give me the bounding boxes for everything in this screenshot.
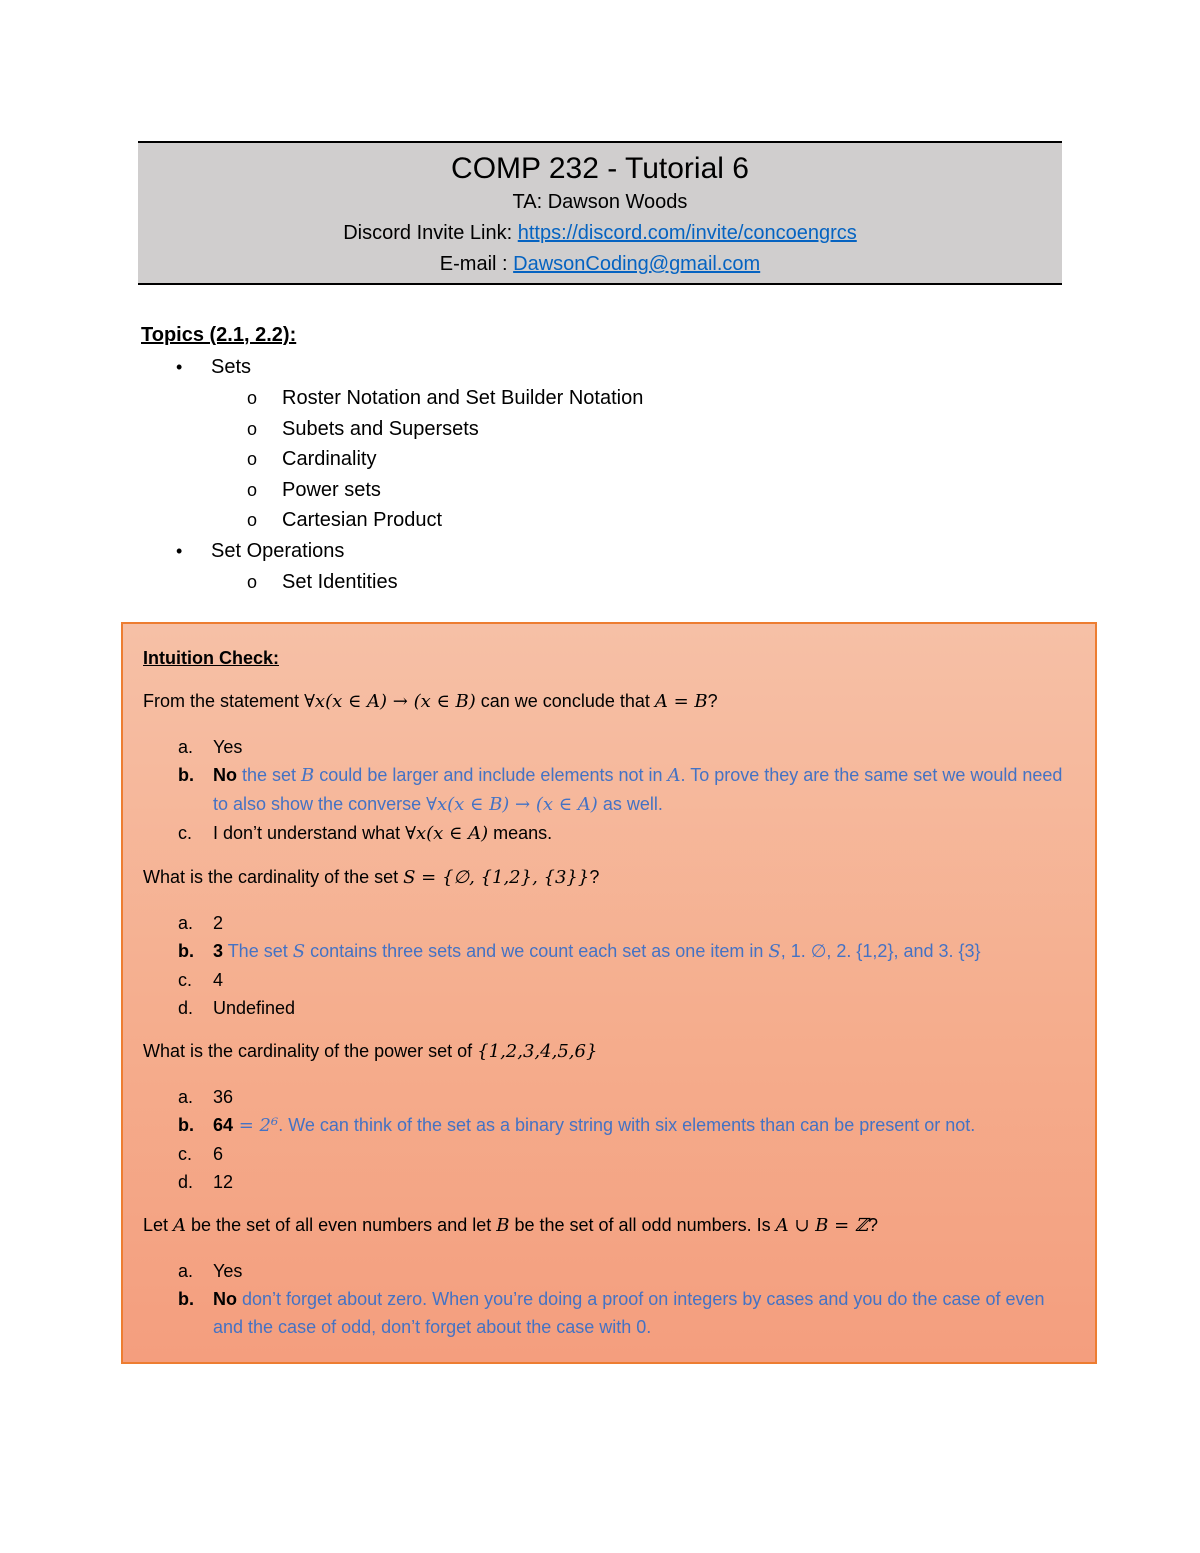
- question-4: Let A be the set of all even numbers and let B be the set of all odd numbers. Is A ∪ B = ℤ?: [143, 1215, 879, 1236]
- option: c. 6: [178, 1144, 224, 1164]
- question-1-options: [143, 733, 1075, 848]
- subtopic-item: [141, 505, 1041, 536]
- ta-line: TA: Dawson Woods: [512, 191, 688, 213]
- option: a. 36: [178, 1087, 234, 1107]
- email-link[interactable]: DawsonCoding@gmail.com: [513, 253, 761, 275]
- bullet-icon: •: [176, 540, 183, 561]
- bullet-icon: •: [176, 357, 183, 377]
- option: a. Yes: [178, 1261, 243, 1281]
- subtopic-label: Roster Notation and Set Builder Notation: [282, 387, 644, 409]
- explanation: The set S contains three sets and we count each set as one item in S, 1. ∅, 2. {1,2}, and 3. {3}: [223, 941, 981, 962]
- subtopic-label: Cardinality: [282, 448, 377, 470]
- option: d. 12: [178, 1172, 234, 1192]
- topics-heading: Topics (2.1, 2.2):: [141, 324, 297, 346]
- subtopic-label: Subets and Supersets: [282, 417, 479, 440]
- answer-option: b. No the set B could be larger and include elements not in A. To prove they are the same set we would need to also show the converse ∀x(x ∈ B) → (x ∈ A) as well.: [178, 765, 1063, 815]
- explanation: the set B could be larger and include elements not in A. To prove they are the same set we would need to also show the converse ∀x(x ∈ B) → (x ∈ A) as well.: [213, 765, 1063, 815]
- question-1: From the statement ∀x(x ∈ A) → (x ∈ B) can we conclude that A = B?: [143, 691, 718, 712]
- circle-bullet-icon: o: [247, 571, 258, 592]
- email-label: E-mail :: [439, 253, 514, 275]
- intuition-heading: Intuition Check:: [143, 648, 279, 668]
- question-2-options: [143, 909, 1075, 1022]
- subtopic-label: Power sets: [282, 478, 381, 501]
- explanation: = 2⁶. We can think of the set as a binary string with six elements than can be present or not.: [233, 1115, 976, 1136]
- subtopic-item: [141, 444, 1041, 475]
- question-3-options: [143, 1083, 1075, 1196]
- option: d. Undefined: [178, 998, 296, 1018]
- math: {1,2,3,4,5,6}: [477, 1041, 598, 1062]
- answer-option: b. No don’t forget about zero. When you’re doing a proof on integers by cases and you do the case of even and the case of odd, don’t forget about the case with 0.: [178, 1289, 1045, 1337]
- explanation: don’t forget about zero. When you’re doing a proof on integers by cases and you do the case of even and the case of odd, don’t forget about the case with 0.: [213, 1289, 1045, 1337]
- topic-item: [141, 352, 1041, 383]
- math: A ∪ B = ℤ: [775, 1215, 869, 1236]
- topic-label: Set Operations: [211, 539, 345, 562]
- intuition-check-box: [121, 622, 1097, 1364]
- math: ∀x(x ∈ A) → (x ∈ B): [304, 691, 476, 712]
- page-title: COMP 232 - Tutorial 6: [451, 152, 749, 185]
- discord-label: Discord Invite Link:: [343, 222, 518, 244]
- answer-option: b. 3 The set S contains three sets and we count each set as one item in S, 1. ∅, 2. {1,2}, and 3. {3}: [178, 941, 981, 962]
- answer-option: b. 64 = 2⁶. We can think of the set as a binary string with six elements than can be present or not.: [178, 1115, 976, 1136]
- subtopic-item: [141, 475, 1041, 506]
- circle-bullet-icon: o: [247, 479, 258, 500]
- question-2: What is the cardinality of the set S = {∅, {1,2}, {3}}?: [143, 867, 600, 888]
- option: c. I don’t understand what ∀x(x ∈ A) means.: [178, 823, 553, 844]
- topics-list: [141, 352, 1041, 597]
- option: a. 2: [178, 913, 224, 933]
- question-4-options: [143, 1257, 1075, 1341]
- subtopic-label: Set Identities: [282, 570, 398, 593]
- subtopic-item: [141, 567, 1041, 598]
- math: A = B: [654, 691, 708, 712]
- subtopic-item: [141, 383, 1041, 414]
- email-line: [138, 249, 1062, 280]
- option: c. 4: [178, 970, 224, 990]
- subtopic-label: Cartesian Product: [282, 509, 443, 531]
- topics-section: [141, 320, 1041, 597]
- circle-bullet-icon: o: [247, 449, 258, 469]
- math: S = {∅, {1,2}, {3}}: [403, 867, 590, 888]
- option: a. Yes: [178, 737, 243, 757]
- circle-bullet-icon: o: [247, 510, 258, 530]
- topic-label: Sets: [211, 356, 252, 378]
- circle-bullet-icon: o: [247, 418, 258, 439]
- discord-link[interactable]: https://discord.com/invite/concoengrcs: [517, 222, 857, 244]
- topic-item: [141, 536, 1041, 567]
- circle-bullet-icon: o: [247, 388, 258, 408]
- subtopic-item: [141, 414, 1041, 445]
- header-box: [138, 141, 1062, 285]
- question-3: What is the cardinality of the power set of {1,2,3,4,5,6}: [143, 1041, 598, 1062]
- discord-line: [138, 218, 1062, 249]
